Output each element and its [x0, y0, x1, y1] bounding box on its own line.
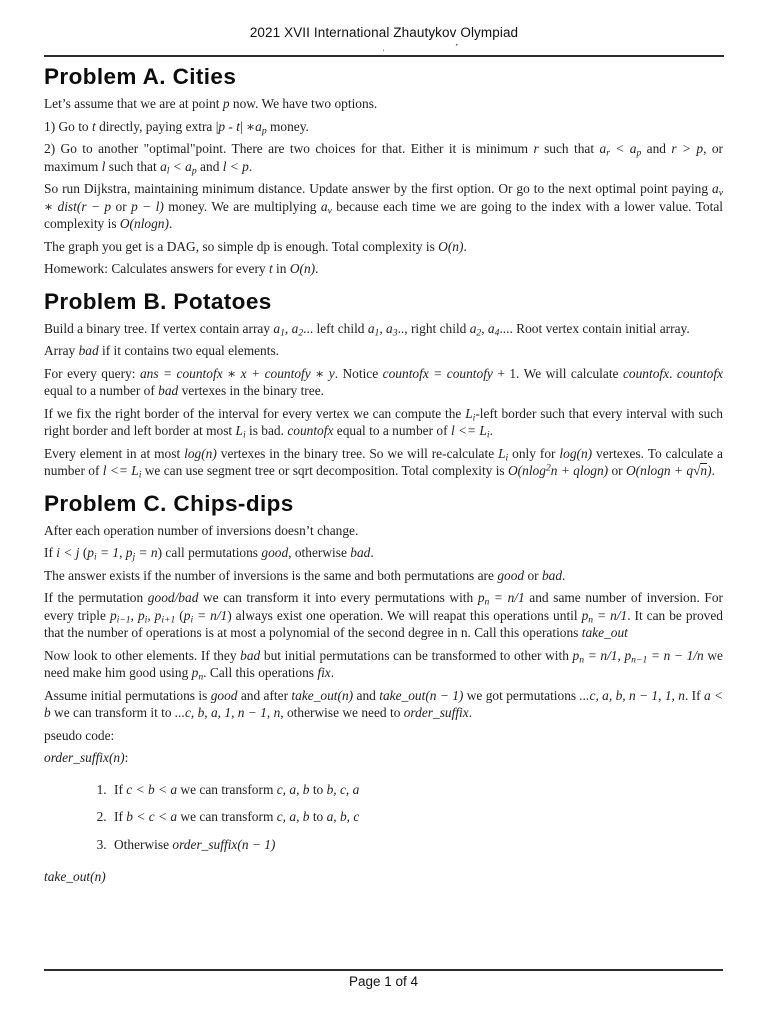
pseudo-code-list	[94, 781, 723, 854]
paragraph: Now look to other elements. If they bad but initial permutations can be transformed to other with $p_n = n/1$, $p_{n-1} = n - 1/n$ we need make him good using $p_n$. Call this operations fix.	[44, 647, 723, 683]
stray-mark: '	[383, 48, 385, 57]
paragraph: Homework: Calculates answers for every t in O(n).	[44, 261, 319, 276]
paragraph: pseudo code:	[44, 727, 115, 743]
paragraph: If the permutation good/bad we can transform it into every permutations with $p_n = n/1$ and same number of inversion. For every triple $p_{i-1}$, $p_i$, $p_{i+1}$ $(p_i = n/1)$ always exist one operation. We will reapat this operations until $p_n = n/1$. It can be proved that the number of operations is at most a polynomial of the second degree in n. Call this operations take_out	[44, 590, 723, 640]
page-number: Page 1 of 4	[348, 974, 419, 989]
paragraph: So run Dijkstra, maintaining minimum distance. Update answer by the first option. Or go to the next optimal point paying $a_v$ ∗ dist(r − p or p − l) money. We are multiplying $a_v$ because each time we are going to the index with a lower value. Total complexity is O(nlogn).	[44, 181, 723, 231]
paragraph: The graph you get is a DAG, so simple dp is enough. Total complexity is O(n).	[44, 238, 467, 254]
paragraph: Array bad if it contains two equal elements.	[44, 343, 280, 358]
section-problem-c-chips-dips	[44, 491, 723, 886]
page-header	[0, 0, 768, 40]
paragraph: After each operation number of inversions doesn’t change.	[44, 522, 359, 538]
paragraph: The answer exists if the number of inversions is the same and both permutations are good or bad.	[44, 567, 566, 583]
paragraph: If i < j ($p_i = 1$, $p_j = n$) call permutations good, otherwise bad.	[44, 545, 374, 563]
paragraph: 2) Go to another "optimal"point. There are two choices for that. Either it is minimum r such that $a_r < a_p$ and r > p, or maximum l such that $a_l < a_p$ and l < p.	[44, 141, 724, 177]
paragraph: If we fix the right border of the interval for every vertex we can compute the $L_i$-left border such that every interval with such right border and left border at most $L_i$ is bad. countofx equal to a number of $l <= L_i$.	[44, 405, 724, 441]
page-footer	[44, 969, 723, 989]
section-problem-a-cities	[44, 64, 723, 278]
paragraph: order_suffix(n):	[44, 750, 129, 765]
section-heading: Problem C. Chips-dips	[44, 490, 294, 516]
paragraph: Assume initial permutations is good and after take_out(n) and take_out(n − 1) we got permutations ...c, a, b, n − 1, 1, n. If a < b we can transform it to ...c, b, a, 1, n − 1, n, otherwise we need to order_suffix.	[44, 687, 724, 720]
paragraph: For every query: ans = countofx ∗ x + countofy ∗ y. Notice countofx = countofy + 1. We will calculate countofx. countofx equal to a number of bad vertexes in the binary tree.	[44, 365, 723, 398]
section-heading: Problem A. Cities	[44, 64, 237, 89]
footer-rule	[44, 969, 723, 971]
document-body	[0, 64, 768, 886]
paragraph: 1) Go to t directly, paying extra |p - t| $∗a_p$ money.	[44, 118, 309, 137]
list-item: 3. Otherwise order_suffix(n − 1)	[110, 836, 723, 854]
take-out-line: take_out(n)	[44, 869, 106, 884]
paragraph: Build a binary tree. If vertex contain array $a_1$, $a_2$... left child $a_1$, $a_3$.., right child $a_2$, $a_4$.... Root vertex contain initial array.	[44, 320, 690, 339]
section-problem-b-potatoes	[44, 289, 723, 480]
paragraph: Every element in at most log(n) vertexes in the binary tree. So we will re-calculate $L_i$ only for log(n) vertexes. To calculate a number of $l <= L_i$ we can use segment tree or sqrt decomposition. Total complexity is O(nlog$^2$n + qlogn) or O(nlogn + q√n).	[44, 445, 723, 481]
paragraph: Let’s assume that we are at point p now. We have two options.	[44, 96, 378, 111]
section-heading: Problem B. Potatoes	[44, 288, 272, 314]
list-item: 1. If c < b < a we can transform c, a, b to b, c, a	[110, 781, 723, 799]
header-title: 2021 XVII International Zhautykov Olympiad	[249, 25, 519, 40]
stray-mark: ,	[454, 36, 460, 49]
list-item: 2. If b < c < a we can transform c, a, b to a, b, c	[110, 808, 723, 826]
